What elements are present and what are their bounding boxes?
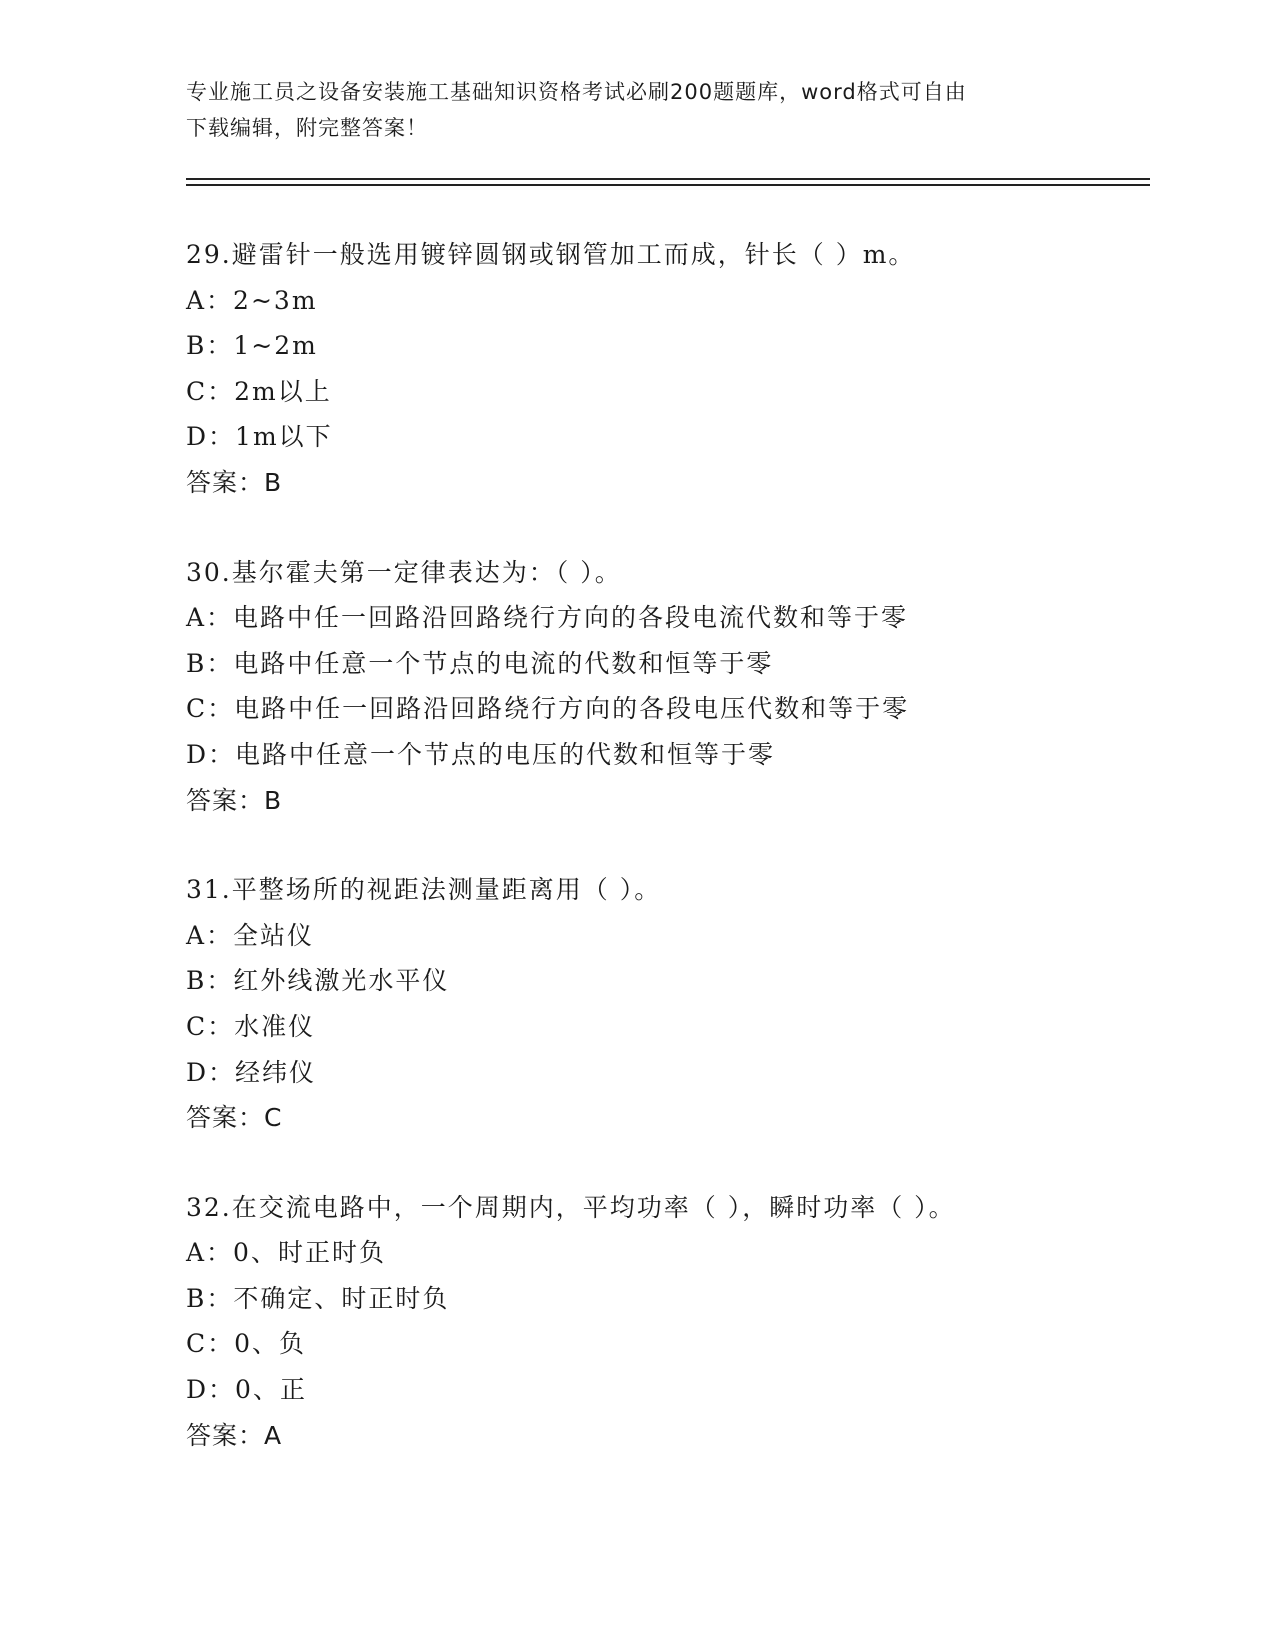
header-divider-bottom bbox=[186, 184, 1150, 186]
answer: 答案：B bbox=[186, 785, 283, 815]
option-c: C：2m以上 bbox=[186, 376, 332, 406]
answer: 答案：C bbox=[186, 1103, 283, 1133]
option-d: D：1m以下 bbox=[186, 422, 333, 452]
option-b: B：红外线激光水平仪 bbox=[186, 966, 450, 996]
option-a: A：全站仪 bbox=[186, 920, 315, 950]
question-30 bbox=[186, 550, 1150, 824]
option-c: C：水准仪 bbox=[186, 1011, 316, 1041]
answer: 答案：B bbox=[186, 467, 283, 497]
option-a: A：2~3m bbox=[186, 285, 318, 315]
option-d: D：0、正 bbox=[186, 1375, 307, 1405]
answer: 答案：A bbox=[186, 1420, 283, 1450]
question-29 bbox=[186, 232, 1150, 506]
option-b: B：1~2m bbox=[186, 331, 318, 361]
header-line-1: 专业施工员之设备安装施工基础知识资格考试必刷200题题库，word格式可自由 bbox=[186, 80, 967, 104]
header-line-2: 下载编辑，附完整答案！ bbox=[186, 116, 428, 140]
question-31 bbox=[186, 867, 1150, 1141]
option-c: C：0、负 bbox=[186, 1329, 307, 1359]
question-stem: 30.基尔霍夫第一定律表达为：（ ）。 bbox=[186, 557, 622, 587]
question-32 bbox=[186, 1185, 1150, 1459]
option-d: D：经纬仪 bbox=[186, 1057, 317, 1087]
option-c: C：电路中任一回路沿回路绕行方向的各段电压代数和等于零 bbox=[186, 694, 910, 724]
document-header bbox=[186, 74, 1086, 146]
question-list bbox=[186, 232, 1150, 1502]
option-d: D：电路中任意一个节点的电压的代数和恒等于零 bbox=[186, 739, 776, 769]
question-stem: 31.平整场所的视距法测量距离用（ ）。 bbox=[186, 875, 662, 905]
option-a: A：0、时正时负 bbox=[186, 1238, 386, 1268]
option-b: B：电路中任意一个节点的电流的代数和恒等于零 bbox=[186, 648, 774, 678]
header-divider-top bbox=[186, 178, 1150, 180]
question-stem: 32.在交流电路中，一个周期内，平均功率（ ），瞬时功率（ ）。 bbox=[186, 1192, 956, 1222]
option-a: A：电路中任一回路沿回路绕行方向的各段电流代数和等于零 bbox=[186, 603, 909, 633]
question-stem: 29.避雷针一般选用镀锌圆钢或钢管加工而成，针长（ ）m。 bbox=[186, 240, 916, 269]
option-b: B：不确定、时正时负 bbox=[186, 1283, 450, 1313]
